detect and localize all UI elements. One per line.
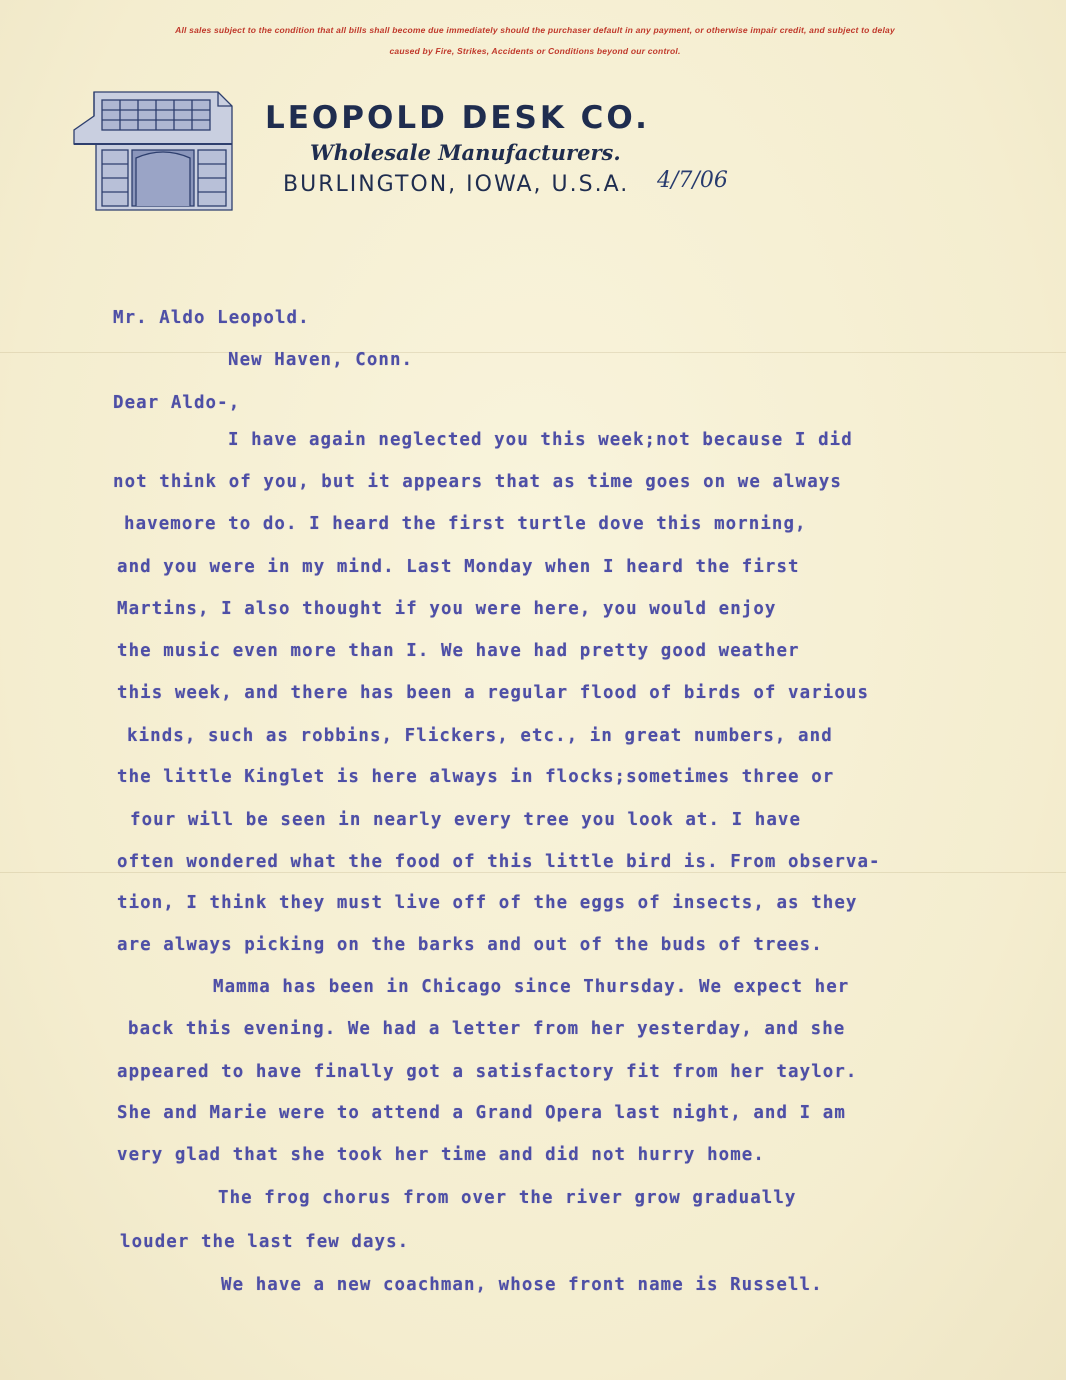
body-line: appeared to have finally got a satisfactory fit from her taylor. bbox=[117, 1062, 858, 1082]
roll-top-desk-icon bbox=[66, 86, 238, 216]
salutation: Dear Aldo-, bbox=[113, 393, 241, 413]
body-line: back this evening. We had a letter from her yesterday, and she bbox=[128, 1019, 846, 1039]
letter-date: 4/7/06 bbox=[657, 168, 728, 193]
body-line: are always picking on the barks and out of the buds of trees. bbox=[117, 935, 823, 955]
terms-notice-line: caused by Fire, Strikes, Accidents or Conditions beyond our control. bbox=[389, 46, 681, 56]
body-line: havemore to do. I heard the first turtle dove this morning, bbox=[124, 514, 807, 534]
body-line: We have a new coachman, whose front name is Russell. bbox=[221, 1275, 823, 1295]
body-line: the little Kinglet is here always in flocks;sometimes three or bbox=[117, 767, 835, 787]
company-city: BURLINGTON, IOWA, U.S.A. bbox=[283, 172, 630, 197]
body-line: I have again neglected you this week;not because I did bbox=[228, 430, 853, 450]
body-line: and you were in my mind. Last Monday when I heard the first bbox=[117, 557, 800, 577]
body-line: often wondered what the food of this little bird is. From observa- bbox=[117, 852, 881, 872]
recipient-name: Mr. Aldo Leopold. bbox=[113, 308, 310, 328]
body-line: the music even more than I. We have had pretty good weather bbox=[117, 641, 800, 661]
body-line: kinds, such as robbins, Flickers, etc., in great numbers, and bbox=[127, 726, 833, 746]
recipient-address: New Haven, Conn. bbox=[228, 350, 414, 370]
terms-notice-line: All sales subject to the condition that all bills shall become due immediately should the purchaser default in any payment, or otherwise impair credit, and subject to delay bbox=[175, 25, 895, 35]
body-line: She and Marie were to attend a Grand Opera last night, and I am bbox=[117, 1103, 846, 1123]
company-name: LEOPOLD DESK CO. bbox=[265, 100, 650, 136]
body-line: not think of you, but it appears that as time goes on we always bbox=[113, 472, 842, 492]
company-tagline: Wholesale Manufacturers. bbox=[310, 140, 621, 165]
body-line: Martins, I also thought if you were here, you would enjoy bbox=[117, 599, 777, 619]
body-line: tion, I think they must live off of the eggs of insects, as they bbox=[117, 893, 858, 913]
body-line: four will be seen in nearly every tree you look at. I have bbox=[130, 810, 802, 830]
body-line: very glad that she took her time and did not hurry home. bbox=[117, 1145, 765, 1165]
body-line: this week, and there has been a regular flood of birds of various bbox=[117, 683, 870, 703]
body-line: Mamma has been in Chicago since Thursday. We expect her bbox=[213, 977, 850, 997]
body-line: louder the last few days. bbox=[120, 1232, 410, 1252]
paper-fold bbox=[0, 872, 1066, 873]
body-line: The frog chorus from over the river grow gradually bbox=[218, 1188, 797, 1208]
paper-fold bbox=[0, 352, 1066, 353]
